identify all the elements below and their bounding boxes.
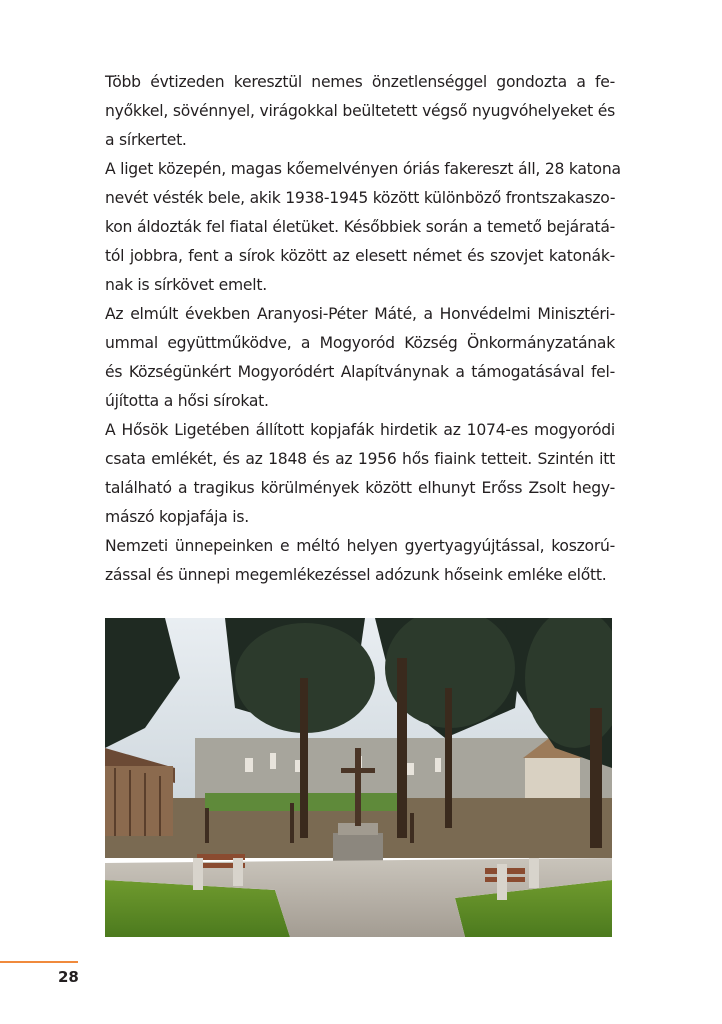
text-line: nyőkkel, sövénnyel, virágokkal beültetett végső nyugvóhelyeket és bbox=[105, 102, 615, 120]
text-line: A liget közepén, magas kőemelvényen óriás fakereszt áll, 28 katona bbox=[105, 160, 621, 178]
text-line: kon áldozták fel fiatal életüket. Későbbiek során a temető bejáratá- bbox=[105, 218, 615, 236]
photo-illustration bbox=[105, 618, 612, 937]
body-text bbox=[105, 68, 621, 590]
text-line: ummal együttműködve, a Mogyoród Község Önkormányzatának bbox=[105, 334, 615, 352]
text-line: A Hősök Ligetében állított kopjafák hirdetik az 1074-es mogyoródi bbox=[105, 421, 615, 439]
footer-accent-rule bbox=[0, 961, 78, 963]
text-line: zással és ünnepi megemlékezéssel adózunk hőseink emléke előtt. bbox=[105, 566, 607, 584]
text-line: Több évtizeden keresztül nemes önzetlenséggel gondozta a fe- bbox=[105, 73, 615, 91]
text-line: Nemzeti ünnepeinken e méltó helyen gyertyagyújtással, koszorú- bbox=[105, 537, 615, 555]
text-line: és Községünkért Mogyoródért Alapítványnak a támogatásával fel- bbox=[105, 363, 615, 381]
text-line: csata emlékét, és az 1848 és az 1956 hős fiaink tetteit. Szintén itt bbox=[105, 450, 615, 468]
text-line: a sírkertet. bbox=[105, 131, 187, 149]
cemetery-park-photo bbox=[105, 618, 612, 937]
text-line: található a tragikus körülmények között elhunyt Erőss Zsolt hegy- bbox=[105, 479, 615, 497]
text-line: nevét vésték bele, akik 1938-1945 között különböző frontszakaszo- bbox=[105, 189, 616, 207]
text-line: mászó kopjafája is. bbox=[105, 508, 249, 526]
page-number: 28 bbox=[58, 968, 79, 986]
text-line: újította a hősi sírokat. bbox=[105, 392, 269, 410]
text-line: nak is sírkövet emelt. bbox=[105, 276, 267, 294]
text-line: tól jobbra, fent a sírok között az elesett német és szovjet katonák- bbox=[105, 247, 615, 265]
text-line: Az elmúlt években Aranyosi-Péter Máté, a Honvédelmi Minisztéri- bbox=[105, 305, 615, 323]
